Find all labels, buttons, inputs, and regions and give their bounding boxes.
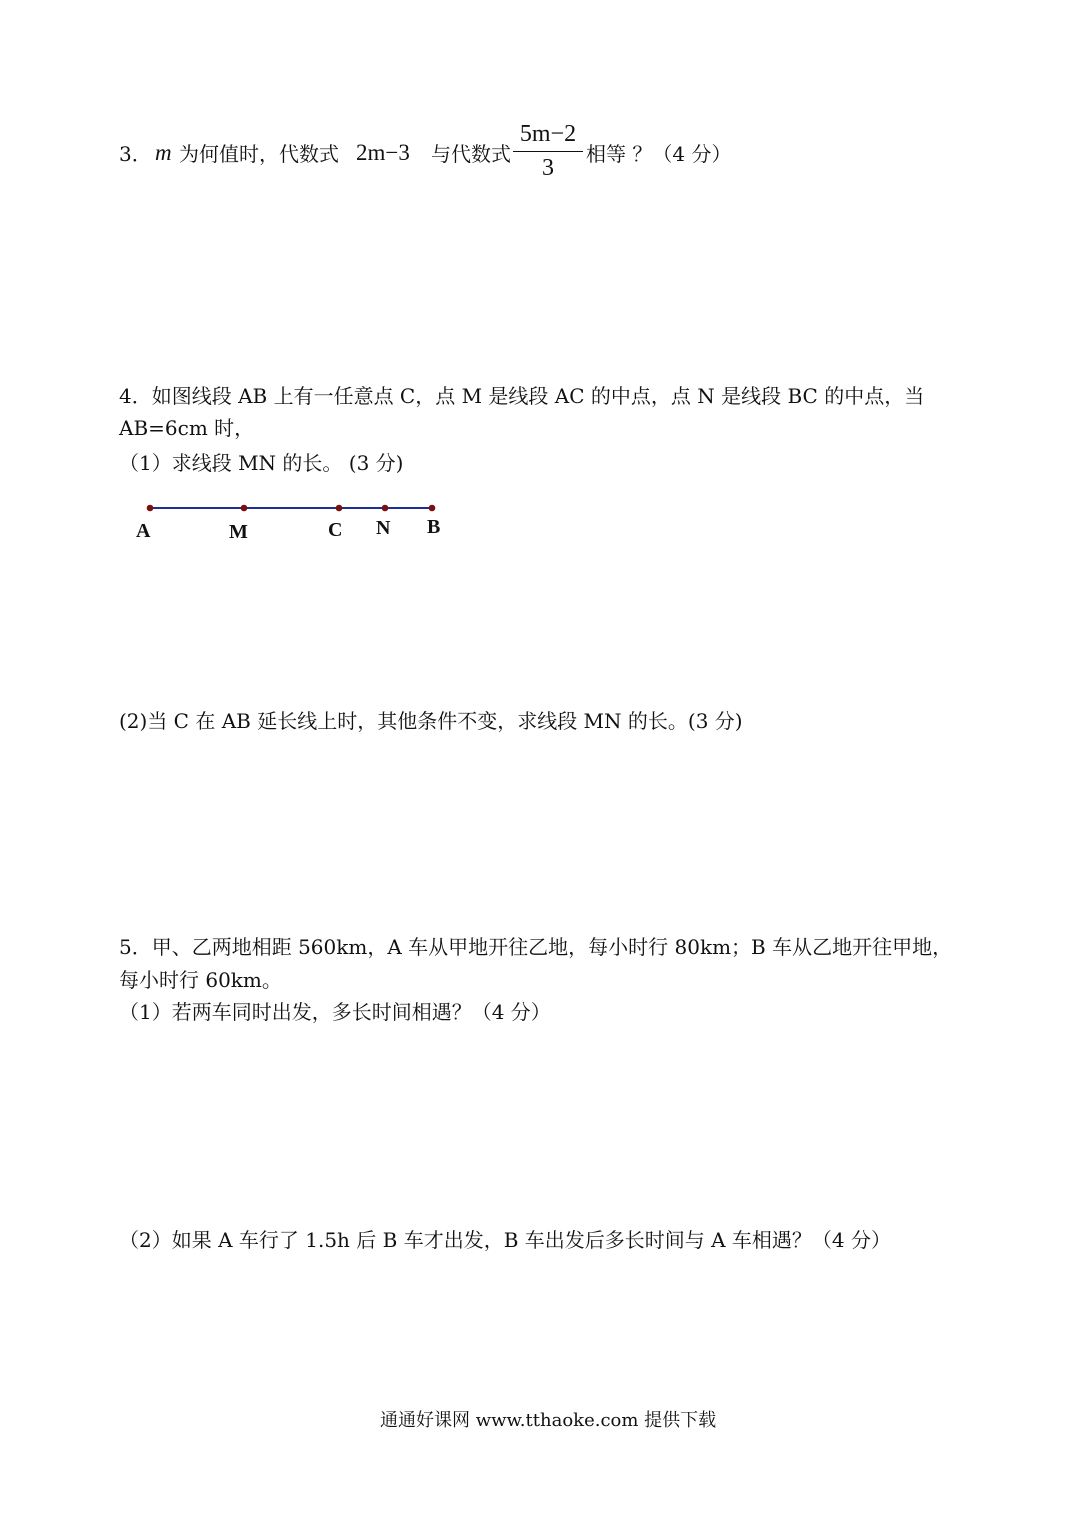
point-m-label: M — [229, 521, 248, 543]
question-3-text-1: 为何值时，代数式 — [179, 142, 339, 166]
question-5-line-1: 5．甲、乙两地相距 560km，A 车从甲地开往乙地，每小时行 80km；B 车从乙地开往甲地， — [119, 935, 953, 959]
point-c-label: C — [328, 519, 343, 541]
fraction-numerator: 5m−2 — [519, 121, 577, 147]
point-n-label: N — [376, 517, 391, 539]
point-b-label: B — [427, 516, 441, 538]
question-4-part-2: (2)当 C 在 AB 延长线上时，其他条件不变，求线段 MN 的长。(3 分) — [119, 709, 743, 733]
point-a-label: A — [136, 520, 151, 542]
point-n-dot — [382, 505, 389, 512]
question-3-text-3: 相等 ？（4 分） — [586, 142, 732, 166]
question-5-part-2: （2）如果 A 车行了 1.5h 后 B 车才出发，B 车出发后多长时间与 A 车相遇？（4 分） — [119, 1228, 891, 1252]
question-3-number: 3． — [119, 142, 152, 166]
point-b-dot — [429, 505, 436, 512]
question-4-part-1: （1）求线段 MN 的长。 (3 分) — [119, 451, 404, 475]
download-footer: 通通好课网 www.tthaoke.com 提供下载 — [380, 1410, 717, 1431]
point-a-dot — [147, 505, 154, 512]
point-m-dot — [241, 505, 248, 512]
question-3-variable: m — [155, 140, 172, 165]
fraction-bar — [513, 151, 583, 152]
question-5-line-2: 每小时行 60km。 — [119, 968, 282, 992]
question-3-expression: 2m−3 — [356, 140, 410, 165]
question-3-text-2: 与代数式 — [431, 142, 511, 166]
segment-diagram — [126, 492, 466, 547]
question-4-line-2: AB=6cm 时， — [119, 416, 255, 440]
question-5-part-1: （1）若两车同时出发，多长时间相遇？（4 分） — [119, 1000, 551, 1024]
question-3-fraction — [509, 120, 587, 184]
point-c-dot — [336, 505, 343, 512]
question-4-line-1: 4．如图线段 AB 上有一任意点 C，点 M 是线段 AC 的中点，点 N 是线段 BC 的中点，当 — [119, 384, 925, 408]
fraction-denominator: 3 — [542, 155, 554, 181]
